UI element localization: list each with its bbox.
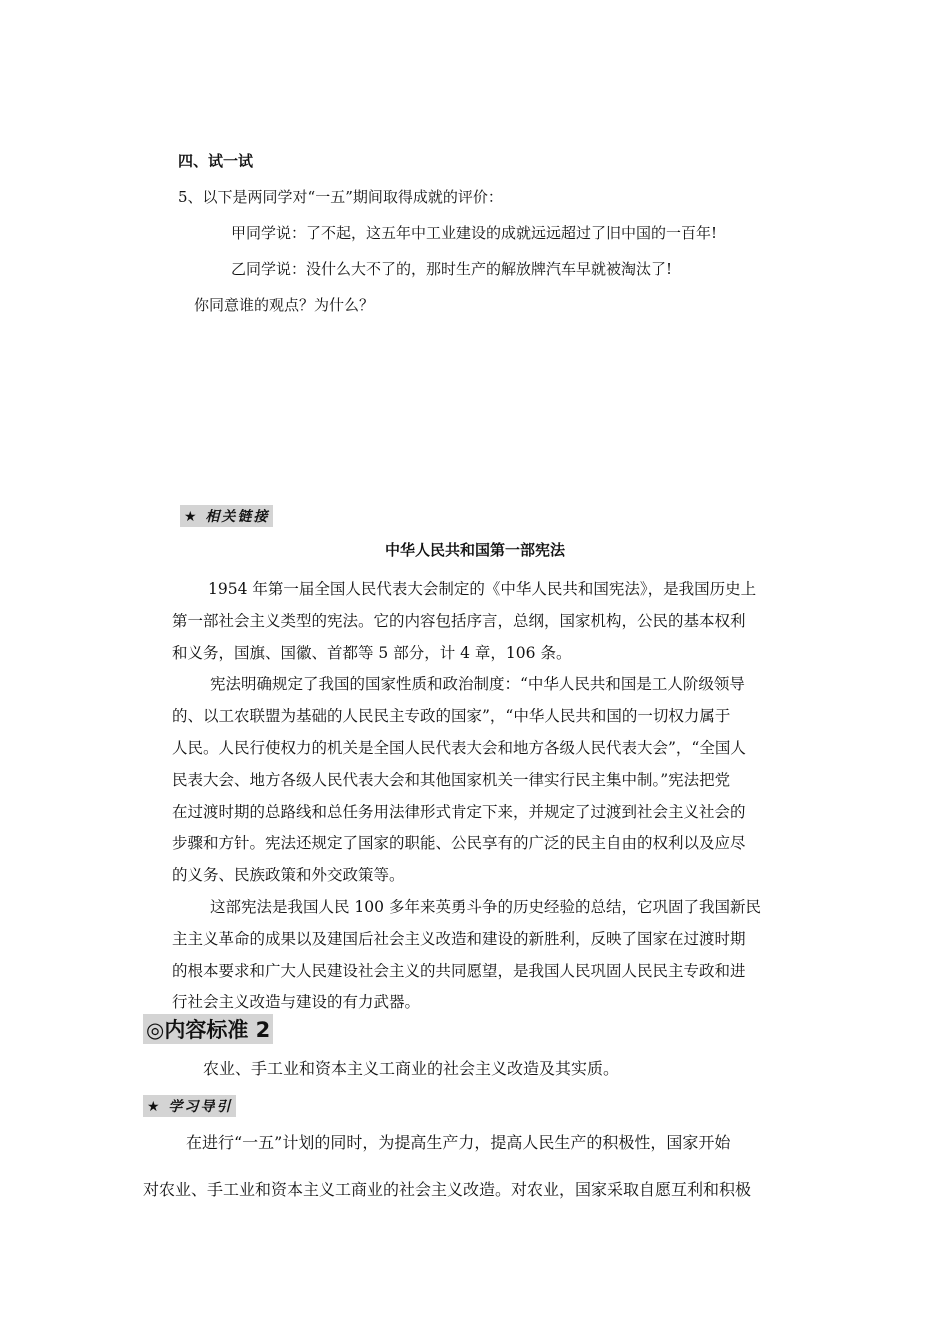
student-b-opinion: 乙同学说：没什么大不了的，那时生产的解放牌汽车早就被淘汰了! [231, 260, 673, 278]
study-guide-tag: ★ 学习导引 [143, 1095, 236, 1117]
paragraph-line: 行社会主义改造与建设的有力武器。 [172, 993, 421, 1012]
paragraph-line: 对农业、手工业和资本主义工商业的社会主义改造。对农业，国家采取自愿互利和积极 [143, 1180, 752, 1199]
content-standard-text: 农业、手工业和资本主义工商业的社会主义改造及其实质。 [203, 1059, 620, 1078]
paragraph-line: 和义务，国旗、国徽、首都等 5 部分，计 4 章，106 条。 [172, 643, 572, 662]
paragraph-line: 在进行“一五”计划的同时，为提高生产力，提高人民生产的积极性，国家开始 [186, 1133, 731, 1152]
paragraph-line: 宪法明确规定了我国的国家性质和政治制度：“中华人民共和国是工人阶级领导 [210, 675, 745, 694]
student-a-opinion: 甲同学说：了不起，这五年中工业建设的成就远远超过了旧中国的一百年! [231, 224, 718, 242]
content-standard-heading: ◎内容标准 2 [143, 1014, 273, 1044]
section-heading: 四、试一试 [178, 152, 254, 170]
article-body [172, 574, 761, 1019]
paragraph-line: 1954 年第一届全国人民代表大会制定的《中华人民共和国宪法》，是我国历史上 [208, 580, 757, 598]
paragraph-line: 的、以工农联盟为基础的人民民主专政的国家”，“中华人民共和国的一切权力属于 [172, 707, 731, 726]
prompt-text: 你同意谁的观点？为什么？ [194, 296, 375, 314]
paragraph-line: 这部宪法是我国人民 100 多年来英勇斗争的历史经验的总结，它巩固了我国新民 [210, 897, 761, 916]
related-link-tag: ★ 相关链接 [180, 505, 273, 527]
paragraph-line: 民表大会、地方各级人民代表大会和其他国家机关一律实行民主集中制。”宪法把党 [172, 770, 731, 789]
paragraph-line: 主主义革命的成果以及建国后社会主义改造和建设的新胜利，反映了国家在过渡时期 [172, 929, 746, 948]
paragraph-line: 在过渡时期的总路线和总任务用法律形式肯定下来，并规定了过渡到社会主义社会的 [172, 802, 746, 821]
paragraph-line: 的义务、民族政策和外交政策等。 [172, 866, 405, 885]
paragraph-line: 步骤和方针。宪法还规定了国家的职能、公民享有的广泛的民主自由的权利以及应尽 [172, 834, 746, 853]
question-text: 5、以下是两同学对“一五”期间取得成就的评价： [178, 188, 503, 206]
study-guide-body [143, 1119, 751, 1213]
paragraph-line: 第一部社会主义类型的宪法。它的内容包括序言，总纲，国家机构，公民的基本权利 [172, 611, 746, 630]
paragraph-line: 的根本要求和广大人民建设社会主义的共同愿望，是我国人民巩固人民民主专政和进 [172, 961, 746, 980]
paragraph-line: 人民。人民行使权力的机关是全国人民代表大会和地方各级人民代表大会”，“全国人 [172, 738, 746, 757]
article-title: 中华人民共和国第一部宪法 [384, 541, 565, 559]
